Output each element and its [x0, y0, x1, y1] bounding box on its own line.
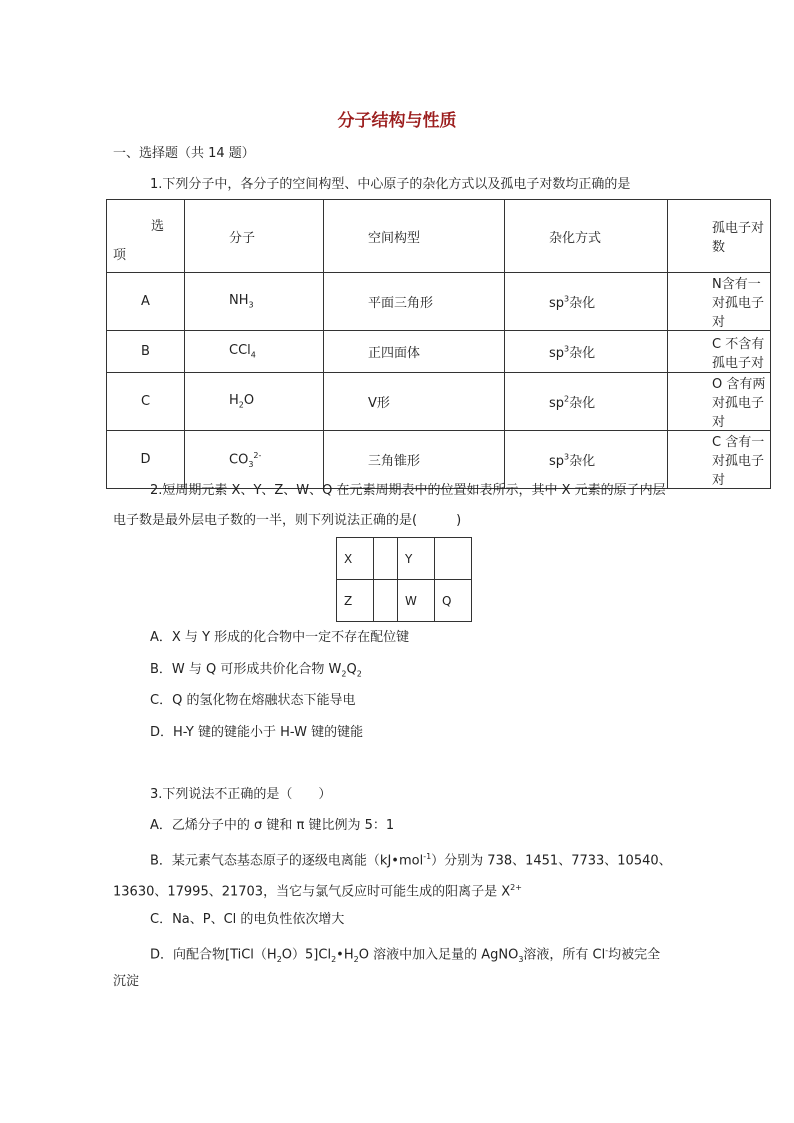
row-molecule: $NH_3$: [185, 273, 324, 331]
row-lone-pairs: N含有一对孤电子对: [668, 273, 771, 331]
q3-option-b-line2: 13630、17995、21703，当它与氯气反应时可能生成的阳离子是 $X^{2+}$: [113, 883, 522, 900]
row-shape: 正四面体: [324, 331, 505, 373]
q1-table: [106, 199, 771, 489]
grid-cell: Q: [435, 580, 472, 622]
grid-cell: [374, 538, 398, 580]
q1-table-header: [107, 200, 771, 273]
q2-stem-line1: 2.短周期元素 X、Y、Z、W、Q 在元素周期表中的位置如表所示，其中 X 元素的原子内层: [150, 483, 666, 498]
grid-cell: [374, 580, 398, 622]
table-row: [107, 373, 771, 431]
q2-option-d: D．H-Y 键的键能小于 H-W 键的键能: [150, 725, 364, 740]
grid-cell: X: [337, 538, 374, 580]
row-option: C: [107, 373, 185, 431]
row-shape: 平面三角形: [324, 273, 505, 331]
row-hybrid: $sp^3$杂化: [505, 273, 668, 331]
row-hybrid: $sp^3$杂化: [505, 331, 668, 373]
grid-row: [337, 538, 472, 580]
row-lone-pairs: C 含有一对孤电子对: [668, 431, 771, 489]
row-hybrid: $sp^2$杂化: [505, 373, 668, 431]
row-molecule: $CO_3^{2-}$: [185, 431, 324, 489]
q1-stem: 1.下列分子中，各分子的空间构型、中心原子的杂化方式以及孤电子对数均正确的是: [150, 177, 631, 192]
page-title: 分子结构与性质: [337, 111, 457, 131]
row-option: A: [107, 273, 185, 331]
row-lone-pairs: O 含有两对孤电子对: [668, 373, 771, 431]
q2-option-b: B．W 与 Q 可形成共价化合物 $W_2Q_2$: [150, 662, 362, 679]
row-molecule: $H_2O$: [185, 373, 324, 431]
row-lone-pairs: C 不含有孤电子对: [668, 331, 771, 373]
row-option: B: [107, 331, 185, 373]
q3-option-b-line1: B．某元素气态基态原子的逐级电离能（kJ•mol$^{-1}$）分别为 738、1451、7733、10540、: [150, 852, 672, 869]
header-shape: 空间构型: [324, 200, 505, 273]
header-hybrid: 杂化方式: [505, 200, 668, 273]
grid-cell: W: [398, 580, 435, 622]
header-option: [107, 200, 185, 273]
header-option-char2: 项: [113, 248, 127, 263]
row-shape: V形: [324, 373, 505, 431]
q3-option-c: C．Na、P、Cl 的电负性依次增大: [150, 912, 345, 927]
q3-stem: 3.下列说法不正确的是（ ）: [150, 787, 332, 802]
grid-cell: Y: [398, 538, 435, 580]
table-row: [107, 273, 771, 331]
grid-cell: Z: [337, 580, 374, 622]
q2-option-a: A．X 与 Y 形成的化合物中一定不存在配位键: [150, 630, 410, 645]
row-hybrid: $sp^3$杂化: [505, 431, 668, 489]
row-option: D: [107, 431, 185, 489]
q3-option-d-line2: 沉淀: [113, 974, 140, 989]
header-option-char1: 选: [151, 219, 165, 234]
table-row: [107, 431, 771, 489]
q3-option-a: A．乙烯分子中的 σ 键和 π 键比例为 5：1: [150, 818, 395, 833]
header-molecule: 分子: [185, 200, 324, 273]
section-heading: 一、选择题（共 14 题）: [113, 146, 255, 161]
row-shape: 三角锥形: [324, 431, 505, 489]
row-molecule: CCl$_4$: [185, 331, 324, 373]
grid-cell: [435, 538, 472, 580]
q2-stem-line2: 电子数是最外层电子数的一半，则下列说法正确的是( ): [113, 513, 462, 528]
q2-option-c: C．Q 的氢化物在熔融状态下能导电: [150, 693, 356, 708]
periodic-grid: [336, 537, 472, 622]
table-row: [107, 331, 771, 373]
header-lone-pairs: 孤电子对数: [668, 200, 771, 273]
grid-row: [337, 580, 472, 622]
q3-option-d-line1: D．向配合物$[TiCl(H_2O)5]Cl_2•H_2O$ 溶液中加入足量的 AgNO$_3$溶液，所有 Cl-均被完全: [150, 946, 661, 964]
